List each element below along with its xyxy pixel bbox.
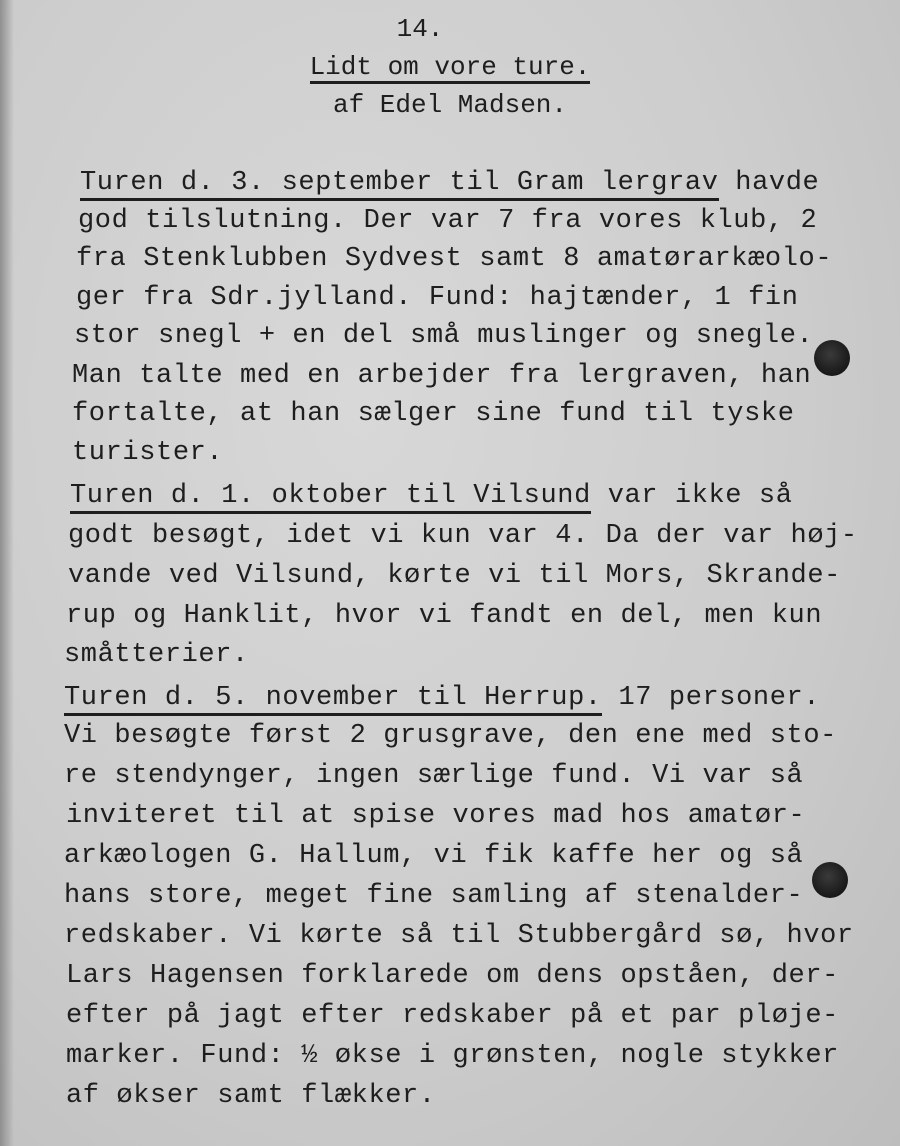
paragraph-line: fra Stenklubben Sydvest samt 8 amatørarkæolo- <box>76 244 833 274</box>
article-title <box>0 52 900 84</box>
paragraph-line: fortalte, at han sælger sine fund til tyske <box>72 399 795 429</box>
paragraph-line: godt besøgt, idet vi kun var 4. Da der var høj- <box>68 521 858 551</box>
paragraph-line: hans store, meget fine samling af stenalder- <box>64 881 804 911</box>
paragraph-line: inviteret til at spise vores mad hos amatør- <box>66 801 806 831</box>
section-heading-rest: havde <box>718 168 820 198</box>
paragraph-line: Lars Hagensen forklarede om dens opståen, der- <box>66 961 839 991</box>
page-edge-shadow <box>0 0 14 1146</box>
section-heading: Turen d. 1. oktober til Vilsund <box>70 481 591 514</box>
section-heading-rest: var ikke så <box>590 481 793 511</box>
section-heading: Turen d. 5. november til Herrup. <box>64 683 602 716</box>
article-author: af Edel Madsen. <box>332 90 568 120</box>
paragraph-line: efter på jagt efter redskaber på et par pløje- <box>66 1001 839 1031</box>
paragraph-line <box>64 682 820 714</box>
section-heading-rest: 17 personer. <box>601 683 821 713</box>
punch-hole <box>814 340 850 376</box>
article-title-text: Lidt om vore ture. <box>309 52 591 82</box>
paragraph-line: god tilslutning. Der var 7 fra vores klub, 2 <box>78 206 818 236</box>
paragraph-line: af økser samt flækker. <box>66 1081 436 1111</box>
page-number: 14. <box>396 14 444 44</box>
paragraph-line: stor snegl + en del små muslinger og snegle. <box>74 321 814 351</box>
section-heading: Turen d. 3. september til Gram lergrav <box>80 168 719 201</box>
paragraph-line <box>80 167 819 199</box>
paragraph-line: arkæologen G. Hallum, vi fik kaffe her og så <box>64 841 804 871</box>
paragraph-line: Man talte med en arbejder fra lergraven, han <box>72 361 812 391</box>
paragraph-line: småtterier. <box>64 640 249 670</box>
paragraph-line: marker. Fund: ½ økse i grønsten, nogle stykker <box>66 1041 839 1071</box>
paragraph-line: rup og Hanklit, hvor vi fandt en del, men kun <box>66 601 823 631</box>
paragraph-line: Vi besøgte først 2 grusgrave, den ene med sto- <box>64 721 837 751</box>
paragraph-line: vande ved Vilsund, kørte vi til Mors, Skrande- <box>68 561 841 591</box>
paragraph-line: re stendynger, ingen særlige fund. Vi var så <box>64 761 804 791</box>
paragraph-line <box>70 480 793 512</box>
paragraph-line: redskaber. Vi kørte så til Stubbergård sø, hvor <box>64 921 854 951</box>
paragraph-line: turister. <box>72 438 224 468</box>
paragraph-line: ger fra Sdr.jylland. Fund: hajtænder, 1 fin <box>76 283 799 313</box>
punch-hole <box>812 862 848 898</box>
